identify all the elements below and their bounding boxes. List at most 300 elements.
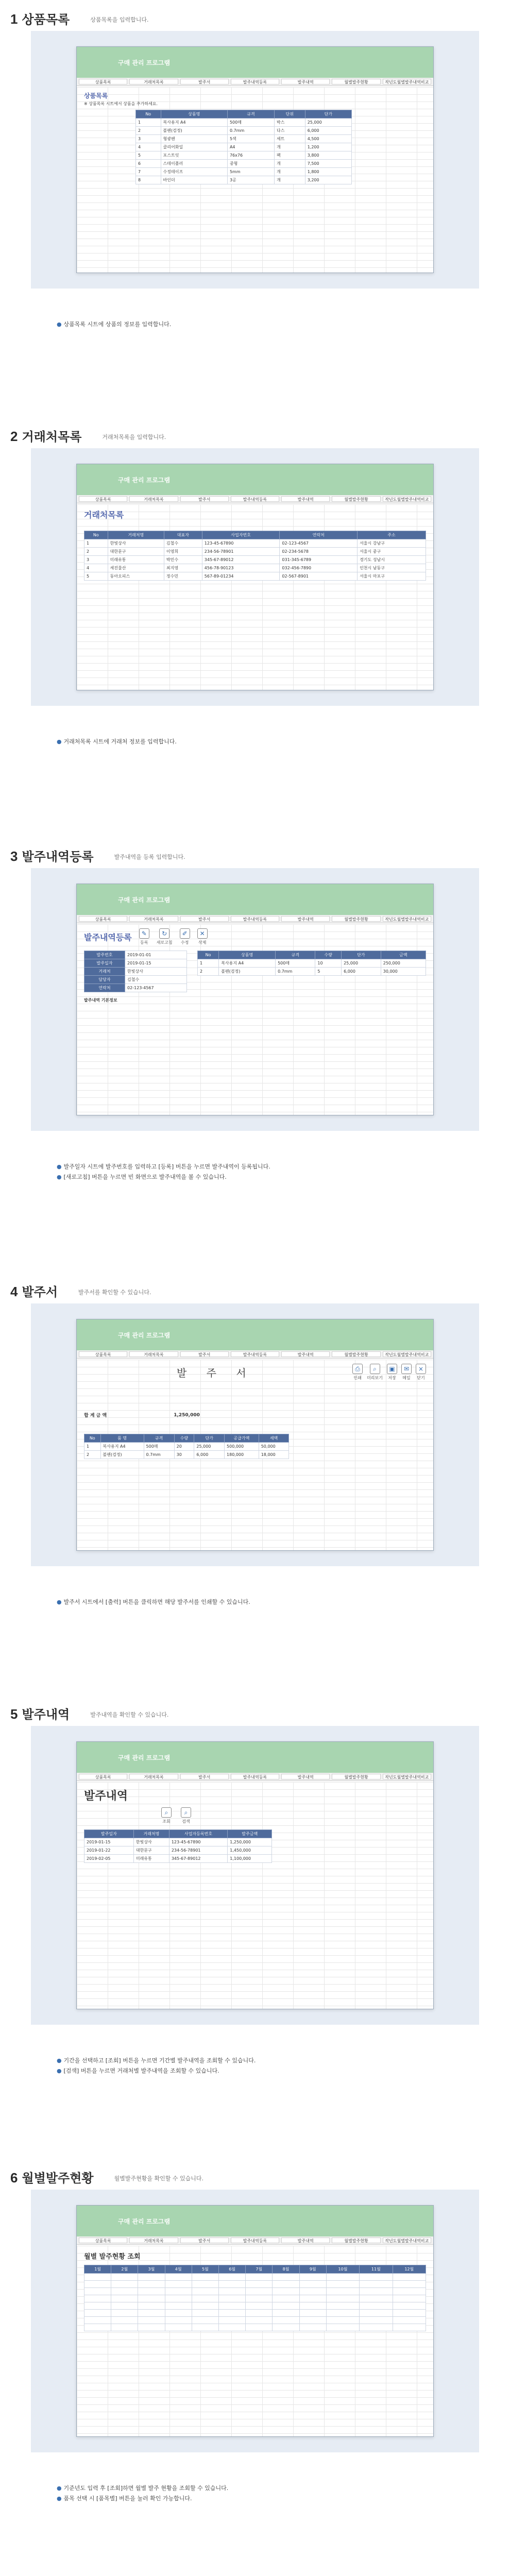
month-header: 8월 xyxy=(273,2265,299,2274)
table-cell: 서울시 마포구 xyxy=(358,572,426,581)
table-cell xyxy=(165,2324,192,2331)
table-row xyxy=(198,959,426,968)
table-cell xyxy=(219,2324,246,2331)
table-cell: 0.7mm xyxy=(276,968,315,976)
month-header: 12월 xyxy=(393,2265,426,2274)
table-cell xyxy=(111,2274,138,2281)
table-cell xyxy=(111,2295,138,2302)
table-cell xyxy=(246,2288,273,2295)
column-header: 수량 xyxy=(315,951,342,959)
table-cell: 5mm xyxy=(227,168,274,176)
table-cell: 이영희 xyxy=(164,548,202,556)
table-cell xyxy=(246,2317,273,2324)
table-cell xyxy=(326,2281,359,2288)
order-sheet-table xyxy=(84,1434,289,1459)
column-header: 공급가액 xyxy=(225,1434,259,1443)
table-cell xyxy=(299,2324,326,2331)
table-cell: 다스 xyxy=(274,127,305,135)
tab-item[interactable]: 작년도월별발주내역비교 xyxy=(383,1774,431,1780)
magnifier-icon: ⌕ xyxy=(370,1364,380,1374)
tab-item[interactable]: 상품목록 xyxy=(79,2238,127,2243)
tab-item[interactable]: 발주내역등록 xyxy=(231,79,279,84)
column-header: 상품명 xyxy=(161,110,227,118)
table-cell xyxy=(84,2281,111,2288)
table-cell xyxy=(192,2317,218,2324)
section-title: 거래처목록 xyxy=(22,430,82,444)
tab-item[interactable]: 발주내역 xyxy=(281,1351,330,1357)
section-subtitle: 상품목록을 입력합니다. xyxy=(90,16,149,23)
table-cell: 정수민 xyxy=(164,572,202,581)
table-cell xyxy=(84,2274,111,2281)
tab-item[interactable]: 발주내역등록 xyxy=(231,1774,279,1780)
table-cell: 볼펜(검정) xyxy=(161,127,227,135)
table-row xyxy=(136,118,352,127)
section-header xyxy=(10,5,148,26)
tab-item[interactable]: 거래처목록 xyxy=(129,1774,178,1780)
section-subtitle: 발주내역을 등록 입력합니다. xyxy=(114,854,185,860)
table-cell: 500매 xyxy=(144,1443,174,1451)
delete-button[interactable]: ✕ 삭제 xyxy=(197,928,208,945)
table-cell: 개 xyxy=(274,160,305,168)
table-cell xyxy=(273,2324,299,2331)
section-note: ● 발주서 시트에서 [출력] 버튼을 클릭하면 해당 발주서를 인쇄할 수 있습니다. xyxy=(57,1599,250,1605)
table-cell xyxy=(299,2317,326,2324)
table-cell xyxy=(273,2317,299,2324)
tab-item[interactable]: 발주서 xyxy=(180,2238,229,2243)
app-header xyxy=(77,884,433,915)
table-cell xyxy=(84,2324,111,2331)
table-row xyxy=(84,2281,426,2288)
table-row xyxy=(136,160,352,168)
edit-icon: ✐ xyxy=(180,928,190,939)
note-text: 발주일자 시트에 발주번호를 입력하고 [등록] 버튼을 누르면 발주내역이 등록됩니다. xyxy=(63,1163,270,1170)
table-row xyxy=(84,539,426,548)
table-cell: 클리어화일 xyxy=(161,143,227,151)
info-value[interactable]: 2019-01-15 xyxy=(125,959,187,968)
app-title: 구매 관리 프로그램 xyxy=(118,1331,171,1339)
table-cell xyxy=(360,2274,393,2281)
table-cell: 02-123-4567 xyxy=(280,539,358,548)
tab-menu xyxy=(77,495,433,503)
table-cell: 볼펜(검정) xyxy=(219,968,276,976)
tab-item[interactable]: 거래처목록 xyxy=(129,1351,178,1357)
table-cell xyxy=(219,2302,246,2310)
table-cell: 1,250,000 xyxy=(228,1838,272,1846)
info-value[interactable]: 2019-01-01 xyxy=(125,951,187,959)
table-row xyxy=(84,2274,426,2281)
column-header: 규격 xyxy=(276,951,315,959)
info-row xyxy=(84,968,187,976)
app-header xyxy=(77,47,433,78)
tab-item[interactable]: 작년도월별발주내역비교 xyxy=(383,916,431,922)
table-cell xyxy=(326,2317,359,2324)
save-button[interactable]: ▣ 저장 xyxy=(387,1364,397,1381)
table-row xyxy=(84,564,426,572)
table-cell xyxy=(111,2324,138,2331)
table-cell: 3 xyxy=(136,135,161,143)
table-cell xyxy=(165,2274,192,2281)
info-row xyxy=(84,976,187,984)
column-header: 거래처명 xyxy=(133,1830,169,1838)
month-header: 11월 xyxy=(360,2265,393,2274)
save-icon: ✎ xyxy=(139,928,149,939)
section-header xyxy=(10,2164,203,2184)
section-title: 상품목록 xyxy=(22,12,70,27)
mail-icon: ✉ xyxy=(401,1364,412,1374)
app-window xyxy=(76,884,434,1115)
mail-button[interactable]: ✉ 메일 xyxy=(401,1364,412,1381)
tab-item[interactable]: 발주내역등록 xyxy=(231,2238,279,2243)
table-cell: 20 xyxy=(174,1443,194,1451)
column-header: No xyxy=(84,1434,101,1443)
note-text: [검색] 버튼을 누르면 거래처별 발주내역을 조회할 수 있습니다. xyxy=(63,2067,219,2074)
table-cell xyxy=(299,2302,326,2310)
table-cell: 123-45-67890 xyxy=(202,539,280,548)
table-cell: 25,000 xyxy=(342,959,381,968)
worksheet xyxy=(77,1360,433,1550)
table-cell xyxy=(326,2274,359,2281)
table-cell: 250,000 xyxy=(381,959,426,968)
table-cell: 032-456-7890 xyxy=(280,564,358,572)
app-window xyxy=(76,2205,434,2437)
section-2 xyxy=(0,422,510,835)
app-window xyxy=(76,46,434,273)
table-cell: 김철수 xyxy=(164,539,202,548)
table-cell: 500매 xyxy=(227,118,274,127)
tab-item[interactable]: 작년도월별발주내역비교 xyxy=(383,1351,431,1357)
tab-item[interactable]: 상품목록 xyxy=(79,496,127,502)
print-button[interactable]: ⎙ 인쇄 xyxy=(352,1364,363,1381)
table-cell: 567-89-01234 xyxy=(202,572,280,581)
close-button[interactable]: × 닫기 xyxy=(416,1364,426,1381)
app-header xyxy=(77,464,433,495)
table-cell xyxy=(246,2310,273,2317)
column-header: 금액 xyxy=(381,951,426,959)
table-cell xyxy=(138,2310,165,2317)
section-title: 월별발주현황 xyxy=(22,2171,94,2185)
info-row xyxy=(84,984,187,992)
tab-item[interactable]: 작년도월별발주내역비교 xyxy=(383,79,431,84)
tab-item[interactable]: 발주내역등록 xyxy=(231,496,279,502)
table-cell: 2 xyxy=(136,127,161,135)
search-icon: ⌕ xyxy=(161,1807,172,1818)
search-icon: ⌕ xyxy=(181,1807,191,1818)
tab-item[interactable]: 발주서 xyxy=(180,79,229,84)
table-cell xyxy=(219,2281,246,2288)
table-cell xyxy=(192,2302,218,2310)
tab-item[interactable]: 월별발주현황 xyxy=(332,916,380,922)
table-cell xyxy=(393,2310,426,2317)
table-cell: 25,000 xyxy=(194,1443,225,1451)
table-cell: 345-67-89012 xyxy=(169,1855,227,1863)
search-period-button[interactable]: ⌕ 조회 xyxy=(161,1807,172,1824)
table-cell: 1 xyxy=(84,1443,101,1451)
table-cell xyxy=(246,2274,273,2281)
column-header: 주소 xyxy=(358,531,426,539)
month-header: 9월 xyxy=(299,2265,326,2274)
tab-item[interactable]: 발주서 xyxy=(180,916,229,922)
table-cell: 234-56-78901 xyxy=(169,1846,227,1855)
table-cell: 4 xyxy=(136,143,161,151)
monthly-table xyxy=(84,2265,426,2331)
section-1 xyxy=(0,5,510,417)
tab-menu xyxy=(77,915,433,923)
table-cell: 미래유통 xyxy=(133,1855,169,1863)
table-cell: 인천시 남동구 xyxy=(358,564,426,572)
column-header: 단가 xyxy=(342,951,381,959)
register-button[interactable]: ✎ 등록 xyxy=(139,928,149,945)
tab-item[interactable]: 상품목록 xyxy=(79,79,127,84)
info-row xyxy=(84,951,187,959)
tab-item[interactable]: 상품목록 xyxy=(79,1774,127,1780)
table-cell: 경기도 성남시 xyxy=(358,556,426,564)
tab-item[interactable]: 작년도월별발주내역비교 xyxy=(383,2238,431,2243)
table-cell xyxy=(246,2295,273,2302)
table-cell: 30,000 xyxy=(381,968,426,976)
search-vendor-button[interactable]: ⌕ 검색 xyxy=(181,1807,191,1824)
table-cell: 복사용지 A4 xyxy=(100,1443,144,1451)
table-cell: 개 xyxy=(274,168,305,176)
tab-item[interactable]: 작년도월별발주내역비교 xyxy=(383,496,431,502)
table-cell xyxy=(219,2310,246,2317)
worksheet xyxy=(77,1782,433,2009)
section-number: 3 xyxy=(10,849,18,864)
note-text: 기간을 선택하고 [조회] 버튼을 누르면 기간별 발주내역을 조회할 수 있습니다. xyxy=(63,2057,256,2064)
section-title: 발주내역 xyxy=(22,1707,70,1722)
info-row xyxy=(84,959,187,968)
refresh-button[interactable]: ↻ 새로고침 xyxy=(157,928,173,945)
table-cell: 수정테이프 xyxy=(161,168,227,176)
table-cell xyxy=(246,2324,273,2331)
table-cell xyxy=(192,2288,218,2295)
tab-item[interactable]: 상품목록 xyxy=(79,1351,127,1357)
app-window xyxy=(76,1319,434,1551)
note-text: 거래처목록 시트에 거래처 정보를 입력합니다. xyxy=(63,738,177,745)
column-header: 세액 xyxy=(259,1434,289,1443)
table-cell: A4 xyxy=(227,143,274,151)
section-4 xyxy=(0,1278,510,1695)
column-header: No xyxy=(198,951,219,959)
table-cell: 5 xyxy=(136,151,161,160)
app-header xyxy=(77,1319,433,1350)
tab-item[interactable]: 월별발주현황 xyxy=(332,79,380,84)
table-cell: 3공 xyxy=(227,176,274,184)
tab-item[interactable]: 발주내역 xyxy=(281,916,330,922)
table-cell: 포스트잇 xyxy=(161,151,227,160)
table-cell: 4 xyxy=(84,564,108,572)
table-cell: 최지영 xyxy=(164,564,202,572)
tab-item[interactable]: 월별발주현황 xyxy=(332,1351,380,1357)
table-cell: 2 xyxy=(198,968,219,976)
note-text: 기준년도 입력 후 [조회]하면 월별 발주 현황을 조회할 수 있습니다. xyxy=(63,2485,229,2492)
info-label: 발주일자 xyxy=(84,959,125,968)
table-cell xyxy=(192,2310,218,2317)
tab-item[interactable]: 월별발주현황 xyxy=(332,2238,380,2243)
table-cell xyxy=(273,2274,299,2281)
table-cell xyxy=(165,2288,192,2295)
table-cell: 234-56-78901 xyxy=(202,548,280,556)
tab-item[interactable]: 발주내역등록 xyxy=(231,1351,279,1357)
table-row xyxy=(136,151,352,160)
table-cell: 2 xyxy=(84,1451,101,1459)
table-row xyxy=(136,143,352,151)
tab-item[interactable]: 거래처목록 xyxy=(129,2238,178,2243)
tab-item[interactable]: 거래처목록 xyxy=(129,496,178,502)
table-cell: 동아오피스 xyxy=(108,572,164,581)
month-header: 6월 xyxy=(219,2265,246,2274)
table-cell xyxy=(393,2302,426,2310)
table-cell: 456-78-90123 xyxy=(202,564,280,572)
tab-item[interactable]: 발주서 xyxy=(180,496,229,502)
table-cell: 7 xyxy=(136,168,161,176)
app-title: 구매 관리 프로그램 xyxy=(118,2217,171,2225)
summary-label: 합 계 금 액 xyxy=(84,1413,107,1418)
table-cell xyxy=(393,2295,426,2302)
info-value[interactable]: 한빛상사 xyxy=(125,968,187,976)
sheet-title: 상품목록 xyxy=(84,92,108,99)
month-header: 4월 xyxy=(165,2265,192,2274)
table-cell: 25,000 xyxy=(305,118,351,127)
table-row xyxy=(136,135,352,143)
worksheet xyxy=(77,504,433,690)
table-cell xyxy=(360,2317,393,2324)
column-header: 규격 xyxy=(144,1434,174,1443)
table-cell: 1 xyxy=(198,959,219,968)
table-cell: 1,200 xyxy=(305,143,351,151)
table-cell xyxy=(111,2288,138,2295)
table-cell: 한빛상사 xyxy=(133,1838,169,1846)
section-number: 2 xyxy=(10,429,18,444)
tab-item[interactable]: 발주서 xyxy=(180,1351,229,1357)
table-row xyxy=(84,1846,272,1855)
table-cell xyxy=(138,2324,165,2331)
table-cell: 개 xyxy=(274,143,305,151)
preview-button[interactable]: ⌕ 미리보기 xyxy=(367,1364,383,1381)
tab-item[interactable]: 발주서 xyxy=(180,1774,229,1780)
table-cell: 5색 xyxy=(227,135,274,143)
section-header xyxy=(10,1278,151,1298)
month-header: 10월 xyxy=(326,2265,359,2274)
table-cell xyxy=(360,2310,393,2317)
table-cell xyxy=(84,2302,111,2310)
tab-item[interactable]: 발주내역 xyxy=(281,1774,330,1780)
table-cell: 스테이플러 xyxy=(161,160,227,168)
table-cell: 4,500 xyxy=(305,135,351,143)
section-subtitle: 발주서를 확인할 수 있습니다. xyxy=(78,1289,151,1296)
table-cell: 6 xyxy=(136,160,161,168)
note-text: 상품목록 시트에 상품의 정보를 입력합니다. xyxy=(63,321,172,328)
month-header: 5월 xyxy=(192,2265,218,2274)
section-note: ● 발주일자 시트에 발주번호를 입력하고 [등록] 버튼을 누르면 발주내역이 등록됩니다. ● [새로고침] 버튼을 누르면 빈 화면으로 발주내역을 볼 수 있습니다. xyxy=(57,1163,270,1180)
column-header: 품 명 xyxy=(100,1434,144,1443)
column-header: 발주일자 xyxy=(84,1830,134,1838)
table-cell: 대한문구 xyxy=(133,1846,169,1855)
sheet-title: 월별 발주현황 조회 xyxy=(84,2253,141,2261)
info-value[interactable]: 김철수 xyxy=(125,976,187,984)
table-cell xyxy=(84,2317,111,2324)
tab-menu xyxy=(77,1773,433,1781)
table-cell: 30 xyxy=(174,1451,194,1459)
table-cell xyxy=(326,2310,359,2317)
column-header: No xyxy=(84,531,108,539)
tab-item[interactable]: 발주내역 xyxy=(281,79,330,84)
tab-item[interactable]: 월별발주현황 xyxy=(332,1774,380,1780)
table-row xyxy=(84,1855,272,1863)
table-cell xyxy=(299,2310,326,2317)
table-cell: 2019-02-05 xyxy=(84,1855,134,1863)
section-5 xyxy=(0,1700,510,2159)
sub-title: 발주내역 기본정보 xyxy=(84,998,117,1003)
note-text: 품목 선택 시 [품목별] 버튼을 눌러 확인 가능합니다. xyxy=(63,2495,192,2502)
table-cell xyxy=(326,2324,359,2331)
worksheet xyxy=(77,924,433,1115)
column-header: 사업자번호 xyxy=(202,531,280,539)
month-header: 1월 xyxy=(84,2265,111,2274)
section-header xyxy=(10,1700,168,1721)
tab-item[interactable]: 거래처목록 xyxy=(129,916,178,922)
table-cell: 031-345-6789 xyxy=(280,556,358,564)
table-cell: 바인더 xyxy=(161,176,227,184)
table-cell: 서울시 중구 xyxy=(358,548,426,556)
tab-item[interactable]: 거래처목록 xyxy=(129,79,178,84)
column-header: 단가 xyxy=(305,110,351,118)
table-cell: 500매 xyxy=(276,959,315,968)
table-cell: 3,200 xyxy=(305,176,351,184)
sheet-title: 거래처목록 xyxy=(84,510,124,520)
tab-item[interactable]: 발주내역 xyxy=(281,2238,330,2243)
column-header: 단가 xyxy=(194,1434,225,1443)
table-cell xyxy=(111,2317,138,2324)
table-cell xyxy=(273,2288,299,2295)
sheet-subtitle: ※ 상품목록 시트에서 상품을 추가하세요. xyxy=(84,101,158,106)
tab-item[interactable]: 상품목록 xyxy=(79,916,127,922)
table-cell xyxy=(165,2295,192,2302)
table-cell xyxy=(326,2288,359,2295)
info-value[interactable]: 02-123-4567 xyxy=(125,984,187,992)
app-header xyxy=(77,2206,433,2236)
table-cell xyxy=(393,2274,426,2281)
table-cell xyxy=(111,2302,138,2310)
table-cell: 6,000 xyxy=(342,968,381,976)
table-cell xyxy=(219,2288,246,2295)
order-history-table xyxy=(84,1829,272,1863)
tab-item[interactable]: 발주내역등록 xyxy=(231,916,279,922)
delete-icon: ✕ xyxy=(197,928,208,939)
table-cell: 1,800 xyxy=(305,168,351,176)
table-cell xyxy=(192,2274,218,2281)
table-cell xyxy=(219,2274,246,2281)
table-cell: 180,000 xyxy=(225,1451,259,1459)
edit-button[interactable]: ✐ 수정 xyxy=(180,928,190,945)
tab-menu xyxy=(77,78,433,86)
tab-item[interactable]: 월별발주현황 xyxy=(332,496,380,502)
tab-item[interactable]: 발주내역 xyxy=(281,496,330,502)
section-3 xyxy=(0,842,510,1270)
app-title: 구매 관리 프로그램 xyxy=(118,1754,171,1761)
column-header: 연락처 xyxy=(280,531,358,539)
table-cell: 1,100,000 xyxy=(228,1855,272,1863)
section-subtitle: 월별발주현황을 확인할 수 있습니다. xyxy=(114,2175,203,2182)
table-row xyxy=(84,1443,289,1451)
note-text: 발주서 시트에서 [출력] 버튼을 클릭하면 해당 발주서를 인쇄할 수 있습니다. xyxy=(63,1599,250,1605)
table-cell xyxy=(138,2281,165,2288)
table-row xyxy=(84,2288,426,2295)
app-window xyxy=(76,1741,434,2009)
table-cell: 박스 xyxy=(274,118,305,127)
note-text: [새로고침] 버튼을 누르면 빈 화면으로 발주내역을 볼 수 있습니다. xyxy=(63,1174,227,1180)
table-cell: 76x76 xyxy=(227,151,274,160)
section-title: 발주서 xyxy=(22,1285,58,1299)
